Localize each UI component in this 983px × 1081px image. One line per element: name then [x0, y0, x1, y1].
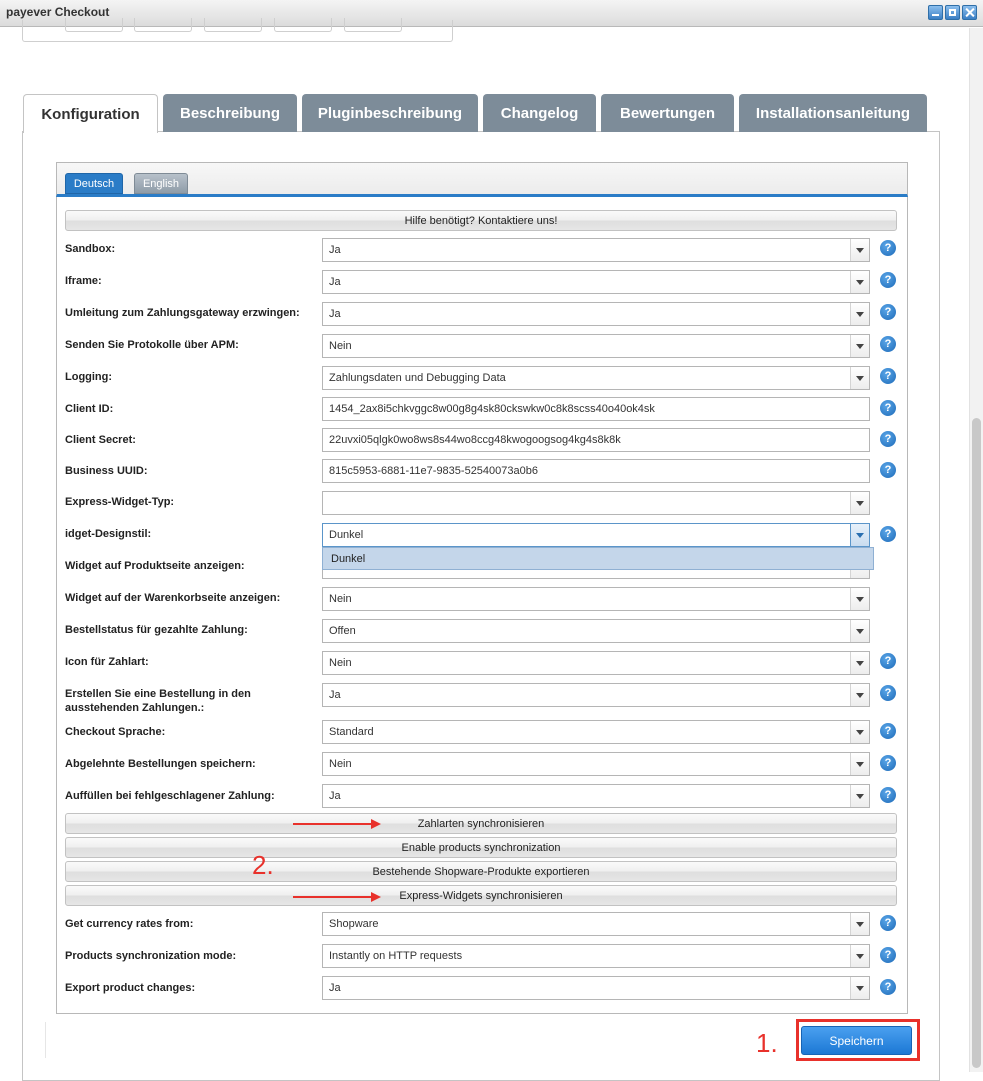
- help-icon[interactable]: ?: [880, 653, 896, 669]
- iframe-select[interactable]: [322, 270, 870, 294]
- help-icon[interactable]: ?: [880, 400, 896, 416]
- close-icon[interactable]: [962, 5, 977, 20]
- help-icon[interactable]: ?: [880, 787, 896, 803]
- order-status-paid-value: Offen: [329, 625, 356, 637]
- help-icon[interactable]: ?: [880, 685, 896, 701]
- label-save-declined-orders: Abgelehnte Bestellungen speichern:: [65, 758, 256, 770]
- tab-konfiguration[interactable]: Konfiguration: [23, 94, 158, 133]
- send-logs-apm-select[interactable]: [322, 334, 870, 358]
- help-icon[interactable]: ?: [880, 368, 896, 384]
- chevron-down-icon[interactable]: [850, 367, 869, 389]
- chevron-down-icon[interactable]: [850, 271, 869, 293]
- widget-design-style-select[interactable]: [322, 523, 870, 547]
- export-product-changes-value: Ja: [329, 982, 341, 994]
- chevron-down-icon[interactable]: [850, 239, 869, 261]
- help-icon[interactable]: ?: [880, 526, 896, 542]
- label-express-widget-type: Express-Widget-Typ:: [65, 496, 175, 508]
- save-declined-orders-select[interactable]: [322, 752, 870, 776]
- tab-bewertungen[interactable]: Bewertungen: [601, 94, 734, 132]
- label-iframe: Iframe:: [65, 275, 102, 287]
- logging-value: Zahlungsdaten und Debugging Data: [329, 372, 506, 384]
- annotation-one: 1.: [756, 1028, 778, 1058]
- chevron-down-icon[interactable]: [850, 945, 869, 967]
- divider: [45, 1022, 46, 1058]
- chevron-down-icon[interactable]: [850, 652, 869, 674]
- save-declined-orders-value: Nein: [329, 758, 352, 770]
- chevron-down-icon[interactable]: [850, 524, 869, 546]
- chevron-down-icon[interactable]: [850, 684, 869, 706]
- products-sync-mode-value: Instantly on HTTP requests: [329, 950, 463, 962]
- chevron-down-icon[interactable]: [850, 977, 869, 999]
- express-widget-type-select[interactable]: [322, 491, 870, 515]
- help-icon[interactable]: ?: [880, 755, 896, 771]
- business-uuid-input[interactable]: 815c5953-6881-11e7-9835-52540073a0b6: [322, 459, 870, 483]
- scrollbar-thumb[interactable]: [972, 418, 981, 1068]
- widget-cart-page-select[interactable]: [322, 587, 870, 611]
- label-client-secret: Client Secret:: [65, 434, 136, 446]
- products-sync-mode-select[interactable]: [322, 944, 870, 968]
- refill-failed-payment-value: Ja: [329, 790, 341, 802]
- label-widget-product-page: Widget auf Produktseite anzeigen:: [65, 560, 245, 572]
- export-products-button[interactable]: Bestehende Shopware-Produkte exportieren: [65, 861, 897, 882]
- label-order-status-paid: Bestellstatus für gezahlte Zahlung:: [65, 624, 248, 636]
- tab-english[interactable]: English: [134, 173, 188, 194]
- previous-section-box: [22, 20, 453, 42]
- label-products-sync-mode: Products synchronization mode:: [65, 950, 237, 962]
- client-id-input[interactable]: 1454_2ax8i5chkvggc8w00g8g4sk80ckswkw0c8k8scss40o40ok4sk: [322, 397, 870, 421]
- annotation-arrow: [293, 823, 373, 825]
- label-sandbox: Sandbox:: [65, 243, 116, 255]
- widget-cart-page-value: Nein: [329, 593, 352, 605]
- help-icon[interactable]: ?: [880, 304, 896, 320]
- enable-products-sync-button[interactable]: Enable products synchronization: [65, 837, 897, 858]
- help-icon[interactable]: ?: [880, 336, 896, 352]
- label-business-uuid: Business UUID:: [65, 465, 148, 477]
- sync-express-widgets-button[interactable]: Express-Widgets synchronisieren: [65, 885, 897, 906]
- refill-failed-payment-select[interactable]: [322, 784, 870, 808]
- chevron-down-icon[interactable]: [850, 588, 869, 610]
- checkout-language-value: Standard: [329, 726, 374, 738]
- chevron-down-icon[interactable]: [850, 785, 869, 807]
- stub-tab: [65, 18, 123, 32]
- sync-payment-methods-button[interactable]: Zahlarten synchronisieren: [65, 813, 897, 834]
- logging-select[interactable]: [322, 366, 870, 390]
- label-export-product-changes: Export product changes:: [65, 982, 196, 994]
- tab-installationsanleitung[interactable]: Installationsanleitung: [739, 94, 927, 132]
- help-icon[interactable]: ?: [880, 431, 896, 447]
- help-contact-button[interactable]: Hilfe benötigt? Kontaktiere uns!: [65, 210, 897, 231]
- help-icon[interactable]: ?: [880, 240, 896, 256]
- create-order-pending-value: Ja: [329, 689, 341, 701]
- chevron-down-icon[interactable]: [850, 335, 869, 357]
- payment-icon-select[interactable]: [322, 651, 870, 675]
- tab-pluginbeschreibung[interactable]: Pluginbeschreibung: [302, 94, 478, 132]
- label-currency-rates: Get currency rates from:: [65, 918, 194, 930]
- payment-icon-value: Nein: [329, 657, 352, 669]
- label-logging: Logging:: [65, 371, 113, 383]
- label-widget-cart-page: Widget auf der Warenkorbseite anzeigen:: [65, 592, 281, 604]
- annotation-arrow: [293, 896, 373, 898]
- widget-design-style-value: Dunkel: [329, 529, 364, 541]
- annotation-two: 2.: [252, 850, 274, 880]
- export-product-changes-select[interactable]: [322, 976, 870, 1000]
- label-send-logs-apm: Senden Sie Protokolle über APM:: [65, 339, 239, 351]
- create-order-pending-select[interactable]: [322, 683, 870, 707]
- currency-rates-select[interactable]: [322, 912, 870, 936]
- redirect-gateway-select[interactable]: [322, 302, 870, 326]
- minimize-icon[interactable]: [928, 5, 943, 20]
- checkout-language-select[interactable]: [322, 720, 870, 744]
- chevron-down-icon[interactable]: [850, 492, 869, 514]
- chevron-down-icon[interactable]: [850, 753, 869, 775]
- label-checkout-language: Checkout Sprache:: [65, 726, 166, 738]
- redirect-gateway-value: Ja: [329, 308, 341, 320]
- label-refill-failed-payment: Auffüllen bei fehlgeschlagener Zahlung:: [65, 790, 275, 802]
- tab-deutsch[interactable]: Deutsch: [65, 173, 123, 194]
- label-client-id: Client ID:: [65, 403, 114, 415]
- tab-beschreibung[interactable]: Beschreibung: [163, 94, 297, 132]
- tab-changelog[interactable]: Changelog: [483, 94, 596, 132]
- help-icon[interactable]: ?: [880, 915, 896, 931]
- order-status-paid-select[interactable]: [322, 619, 870, 643]
- label-create-order-pending: Erstellen Sie eine Bestellung in den ausstehenden Zahlungen.:: [65, 688, 251, 714]
- label-widget-design-style: idget-Designstil:: [65, 528, 152, 540]
- stub-tab: [274, 18, 332, 32]
- send-logs-apm-value: Nein: [329, 340, 352, 352]
- help-icon[interactable]: ?: [880, 272, 896, 288]
- chevron-down-icon[interactable]: [850, 721, 869, 743]
- stub-tab: [134, 18, 192, 32]
- currency-rates-value: Shopware: [329, 918, 379, 930]
- chevron-down-icon[interactable]: [850, 303, 869, 325]
- save-button[interactable]: Speichern: [801, 1026, 912, 1055]
- help-icon[interactable]: ?: [880, 723, 896, 739]
- chevron-down-icon[interactable]: [850, 620, 869, 642]
- client-secret-input[interactable]: 22uvxi05qlgk0wo8ws8s44wo8ccg48kwogoogsog4kg4s8k8k: [322, 428, 870, 452]
- help-icon[interactable]: ?: [880, 979, 896, 995]
- window-title: payever Checkout: [6, 5, 110, 19]
- maximize-icon[interactable]: [945, 5, 960, 20]
- help-icon[interactable]: ?: [880, 462, 896, 478]
- design-style-option-dunkel[interactable]: Dunkel: [322, 547, 874, 570]
- window-controls: [928, 5, 977, 20]
- stub-tab: [204, 18, 262, 32]
- iframe-value: Ja: [329, 276, 341, 288]
- label-redirect-gateway: Umleitung zum Zahlungsgateway erzwingen:: [65, 307, 300, 319]
- label-payment-icon: Icon für Zahlart:: [65, 656, 149, 668]
- stub-tab: [344, 18, 402, 32]
- sandbox-select[interactable]: [322, 238, 870, 262]
- help-icon[interactable]: ?: [880, 947, 896, 963]
- sandbox-value: Ja: [329, 244, 341, 256]
- chevron-down-icon[interactable]: [850, 913, 869, 935]
